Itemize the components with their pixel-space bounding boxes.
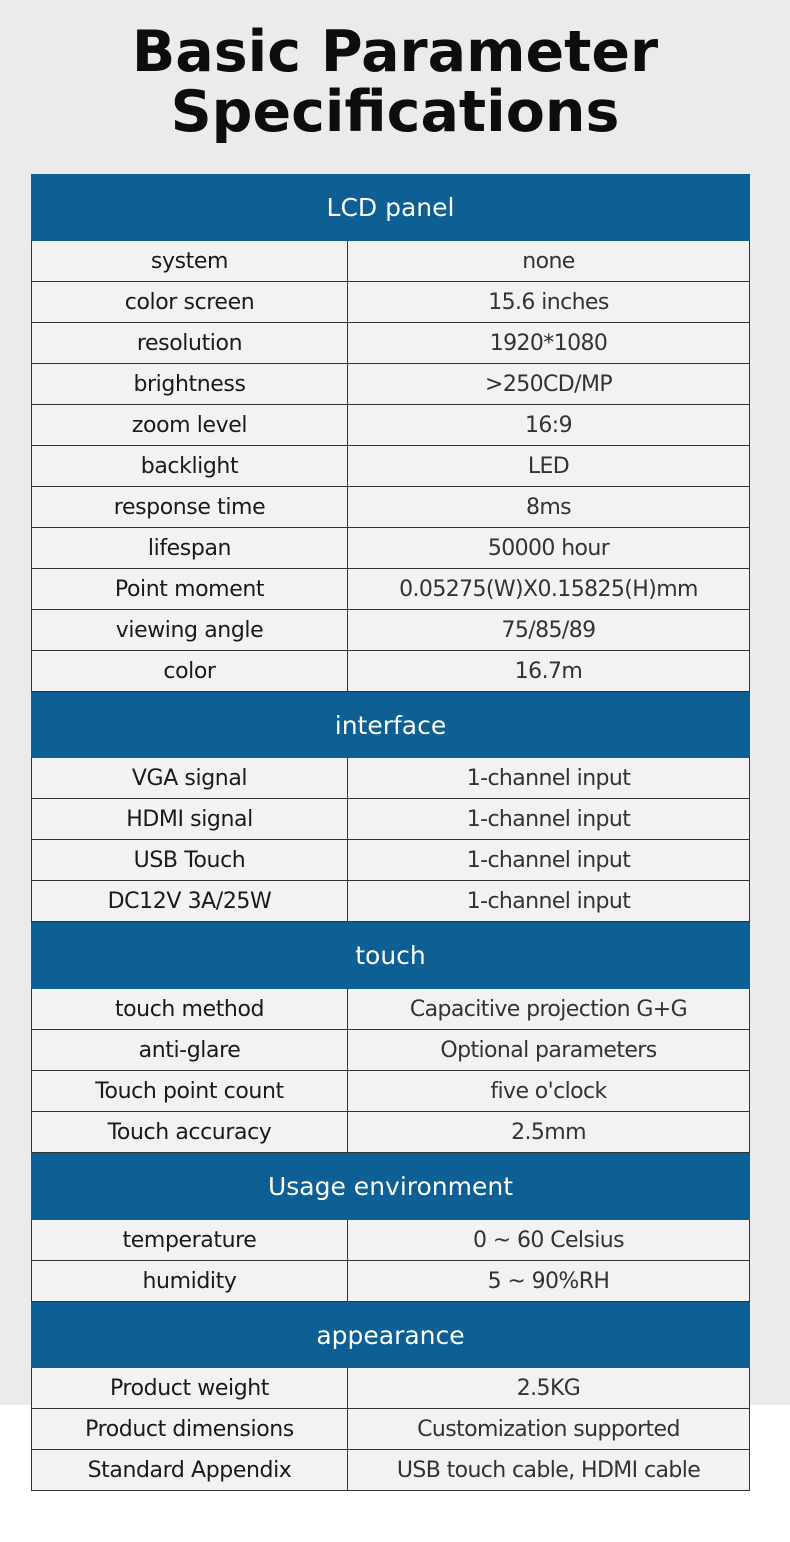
- spec-label: USB Touch: [32, 840, 348, 880]
- spec-label: HDMI signal: [32, 799, 348, 839]
- spec-label: DC12V 3A/25W: [32, 881, 348, 921]
- spec-label: brightness: [32, 364, 348, 404]
- spec-label: VGA signal: [32, 758, 348, 798]
- spec-value: 1-channel input: [466, 806, 631, 832]
- spec-value: USB touch cable, HDMI cable: [396, 1457, 701, 1483]
- spec-row-humidity: [31, 1261, 750, 1302]
- spec-label: Point moment: [32, 569, 348, 609]
- spec-row-color: [31, 651, 750, 692]
- spec-label: resolution: [32, 323, 348, 363]
- spec-row-lifespan: [31, 528, 750, 569]
- section-header-interface: interface: [31, 692, 750, 758]
- spec-row-touch-method: [31, 989, 750, 1030]
- spec-label: temperature: [32, 1220, 348, 1260]
- page-title: [0, 19, 790, 145]
- spec-value: five o'clock: [490, 1078, 607, 1104]
- spec-row-zoom-level: [31, 405, 750, 446]
- section-header-lcd-panel: LCD panel: [31, 174, 750, 241]
- spec-row-touch-point-count: [31, 1071, 750, 1112]
- spec-value: 8ms: [525, 494, 572, 520]
- spec-row-viewing-angle: [31, 610, 750, 651]
- spec-label: backlight: [32, 446, 348, 486]
- spec-value: 15.6 inches: [488, 289, 609, 315]
- spec-value: 0.05275(W)X0.15825(H)mm: [399, 576, 698, 602]
- spec-label: Product dimensions: [32, 1409, 348, 1449]
- spec-value: >250CD/MP: [485, 371, 612, 397]
- page-title-line-2: Specifications: [170, 79, 620, 145]
- spec-row-product-dimensions: [31, 1409, 750, 1450]
- spec-row-temperature: [31, 1220, 750, 1261]
- spec-row-touch-accuracy: [31, 1112, 750, 1153]
- spec-value: Customization supported: [417, 1416, 680, 1442]
- spec-value: 1-channel input: [466, 765, 631, 791]
- spec-value: 1-channel input: [466, 888, 631, 914]
- spec-row-dc-power: [31, 881, 750, 922]
- spec-row-system: [31, 241, 750, 282]
- spec-value: 16.7m: [514, 658, 583, 684]
- spec-value: 2.5mm: [511, 1119, 586, 1145]
- spec-label: humidity: [32, 1261, 348, 1301]
- spec-label: color: [32, 651, 348, 691]
- spec-label: lifespan: [32, 528, 348, 568]
- spec-label: Product weight: [32, 1368, 348, 1408]
- section-header-usage-environment: Usage environment: [31, 1153, 750, 1220]
- spec-label: Touch point count: [32, 1071, 348, 1111]
- spec-row-anti-glare: [31, 1030, 750, 1071]
- page-title-line-1: Basic Parameter: [131, 19, 659, 85]
- spec-row-usb-touch: [31, 840, 750, 881]
- spec-label: viewing angle: [32, 610, 348, 650]
- spec-row-product-weight: [31, 1368, 750, 1409]
- spec-row-color-screen: [31, 282, 750, 323]
- spec-value: 75/85/89: [501, 617, 596, 643]
- spec-row-standard-appendix: [31, 1450, 750, 1491]
- spec-label: anti-glare: [32, 1030, 348, 1070]
- spec-label: touch method: [32, 989, 348, 1029]
- spec-value: 16:9: [524, 412, 572, 438]
- spec-label: system: [32, 241, 348, 281]
- spec-value: 2.5KG: [516, 1375, 581, 1401]
- spec-row-point-moment: [31, 569, 750, 610]
- spec-row-vga-signal: [31, 758, 750, 799]
- spec-value: 5 ~ 90%RH: [487, 1268, 610, 1294]
- spec-label: Touch accuracy: [32, 1112, 348, 1152]
- spec-label: Standard Appendix: [32, 1450, 348, 1490]
- spec-label: zoom level: [32, 405, 348, 445]
- spec-row-resolution: [31, 323, 750, 364]
- spec-value: 50000 hour: [487, 535, 610, 561]
- spec-row-brightness: [31, 364, 750, 405]
- spec-row-response-time: [31, 487, 750, 528]
- spec-row-hdmi-signal: [31, 799, 750, 840]
- section-header-touch: touch: [31, 922, 750, 989]
- section-header-appearance: appearance: [31, 1302, 750, 1368]
- spec-value: Optional parameters: [440, 1037, 657, 1063]
- spec-row-backlight: [31, 446, 750, 487]
- spec-label: response time: [32, 487, 348, 527]
- spec-value: 1920*1080: [489, 330, 608, 356]
- spec-value: none: [522, 248, 575, 274]
- spec-table: [31, 174, 750, 1491]
- spec-value: Capacitive projection G+G: [409, 996, 688, 1022]
- spec-value: 0 ~ 60 Celsius: [473, 1227, 624, 1253]
- spec-value: LED: [527, 453, 570, 479]
- spec-label: color screen: [32, 282, 348, 322]
- spec-value: 1-channel input: [466, 847, 631, 873]
